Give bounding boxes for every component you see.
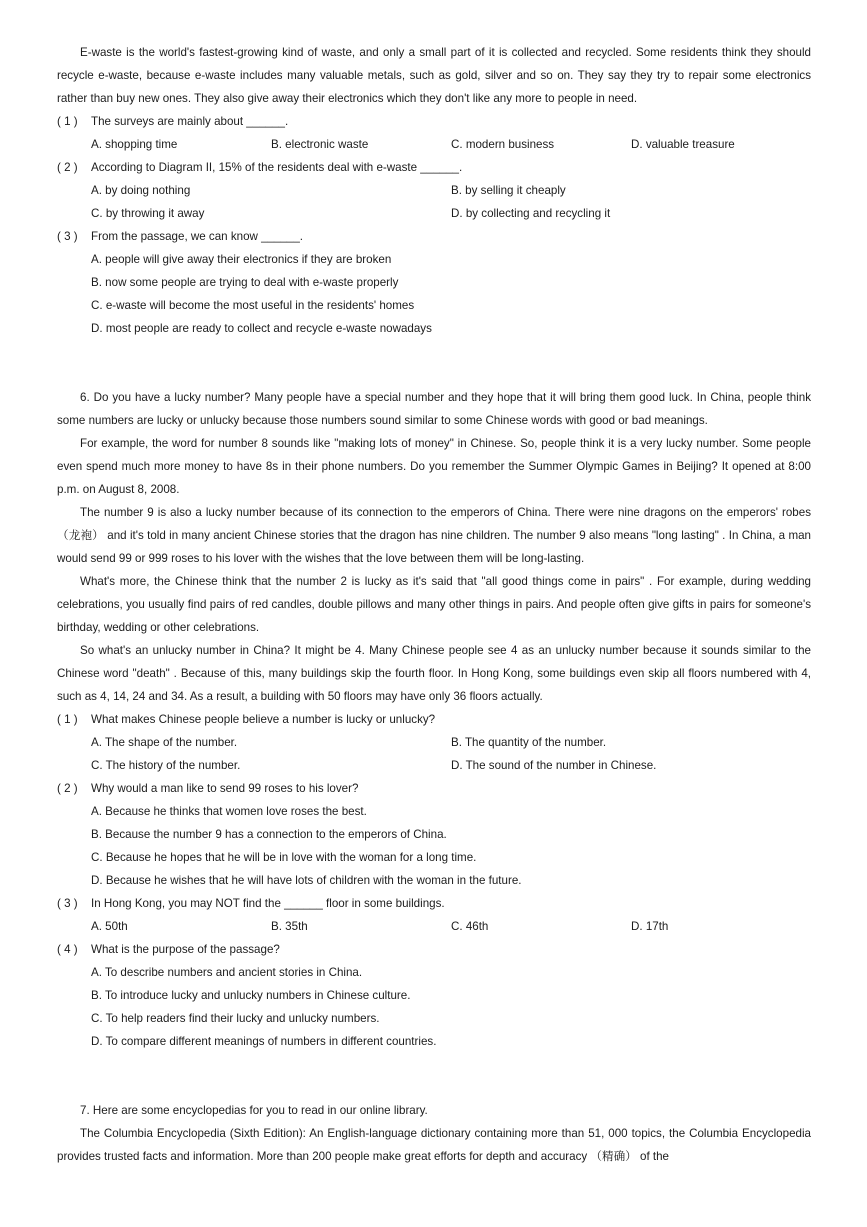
option-a[interactable]: A. shopping time [91,138,178,151]
options-row [57,133,811,156]
options-row [57,731,811,754]
option-d[interactable]: D. 17th [631,920,669,933]
question-stem [57,708,811,731]
question-text: From the passage, we can know ______. [91,230,304,243]
question-text: Why would a man like to send 99 roses to his lover? [91,782,359,795]
option-d[interactable]: D. To compare different meanings of numbers in different countries. [91,1035,437,1048]
option-b[interactable]: B. by selling it cheaply [451,184,566,197]
option-d[interactable]: D. valuable treasure [631,138,735,151]
question-number: ( 2 ) [57,782,78,795]
question-number: ( 3 ) [57,230,78,243]
option-c[interactable]: C. Because he hopes that he will be in love with the woman for a long time. [91,851,477,864]
question-text: What makes Chinese people believe a number is lucky or unlucky? [91,713,436,726]
option-b[interactable]: B. 35th [271,920,308,933]
options-row [57,202,811,225]
option-b[interactable]: B. now some people are trying to deal with e-waste properly [91,276,399,289]
question-number: ( 1 ) [57,713,78,726]
option-c[interactable]: C. e-waste will become the most useful in the residents' homes [91,299,415,312]
options-row [57,915,811,938]
option-c[interactable]: C. modern business [451,138,555,151]
option-d[interactable]: D. by collecting and recycling it [451,207,611,220]
option-c[interactable]: C. To help readers find their lucky and unlucky numbers. [91,1012,380,1025]
question-text: The surveys are mainly about ______. [91,115,289,128]
options-row [57,754,811,777]
question-number: ( 2 ) [57,161,78,174]
option-b[interactable]: B. To introduce lucky and unlucky numbers in Chinese culture. [91,989,411,1002]
question-text: In Hong Kong, you may NOT find the ______ floor in some buildings. [91,897,445,910]
question-stem [57,156,811,179]
passage-paragraph: For example, the word for number 8 sounds like "making lots of money" in Chinese. So, people think it is a very lucky number. Some people even spend much more money to have 8s in their phone numbers. Do you remember the Summer Olympic Games in Beijing? It opened at 8:00 p.m. on August 8, 2008. [57,437,811,496]
option-c[interactable]: C. by throwing it away [91,207,205,220]
passage-paragraph: The Columbia Encyclopedia (Sixth Edition): An English-language dictionary containing more than 51, 000 topics, the Columbia Encyclopedia provides trusted facts and information. More than 200 people make great efforts for depth and accuracy （精确） of the [57,1127,811,1163]
question-text: According to Diagram II, 15% of the residents deal with e-waste ______. [91,161,463,174]
question-text: What is the purpose of the passage? [91,943,280,956]
option-d[interactable]: D. Because he wishes that he will have lots of children with the woman in the future. [91,874,522,887]
question-number: ( 3 ) [57,897,78,910]
option-a[interactable]: A. The shape of the number. [91,736,238,749]
question-stem [57,938,811,961]
option-a[interactable]: A. To describe numbers and ancient stories in China. [91,966,363,979]
question-stem [57,110,811,133]
passage-paragraph: 7. Here are some encyclopedias for you to read in our online library. [80,1104,428,1117]
options-row [57,179,811,202]
passage-paragraph: What's more, the Chinese think that the number 2 is lucky as it's said that "all good things come in pairs" . For example, during wedding celebrations, you usually find pairs of red candles, double pillows and many other things in pairs. And people often give gifts in pairs for someone's birthday, wedding or other celebrations. [57,575,811,634]
passage-paragraph: So what's an unlucky number in China? It might be 4. Many Chinese people see 4 as an unlucky number because it sounds similar to the Chinese word "death" . Because of this, many buildings skip the fourth floor. In Hong Kong, some buildings even skip all floors numbered with 4, such as 4, 14, 24 and 34. As a result, a building with 50 floors may have only 36 floors actually. [57,644,811,703]
question-stem [57,892,811,915]
option-a[interactable]: A. Because he thinks that women love roses the best. [91,805,367,818]
option-b[interactable]: B. electronic waste [271,138,369,151]
question-stem [57,225,811,248]
worksheet-content [57,41,811,1168]
option-a[interactable]: A. people will give away their electronics if they are broken [91,253,392,266]
section-spacer [57,1053,811,1099]
passage-paragraph: The number 9 is also a lucky number because of its connection to the emperors of China. There were nine dragons on the emperors' robes （龙袍） and it's told in many ancient Chinese stories that the dragon has nine children. The number 9 also means "long lasting" . In China, a man would send 99 or 999 roses to his lover with the wishes that the love between them will be long-lasting. [57,506,811,565]
option-c[interactable]: C. The history of the number. [91,759,241,772]
option-b[interactable]: B. Because the number 9 has a connection to the emperors of China. [91,828,447,841]
passage-paragraph: E-waste is the world's fastest-growing kind of waste, and only a small part of it is collected and recycled. Some residents think they should recycle e-waste, because e-waste includes many valuable metals, such as gold, silver and so on. They say they try to repair some electronics rather than buy new ones. They also give away their electronics which they don't like any more to people in need. [57,46,811,105]
question-stem [57,777,811,800]
section-spacer [57,340,811,386]
passage-paragraph: 6. Do you have a lucky number? Many people have a special number and they hope that it will bring them good luck. In China, people think some numbers are lucky or unlucky because those numbers sound similar to some Chinese words with good or bad meanings. [57,391,811,427]
question-number: ( 1 ) [57,115,78,128]
option-d[interactable]: D. The sound of the number in Chinese. [451,759,657,772]
option-b[interactable]: B. The quantity of the number. [451,736,607,749]
option-a[interactable]: A. by doing nothing [91,184,191,197]
option-d[interactable]: D. most people are ready to collect and recycle e-waste nowadays [91,322,432,335]
question-number: ( 4 ) [57,943,78,956]
option-a[interactable]: A. 50th [91,920,128,933]
option-c[interactable]: C. 46th [451,920,489,933]
